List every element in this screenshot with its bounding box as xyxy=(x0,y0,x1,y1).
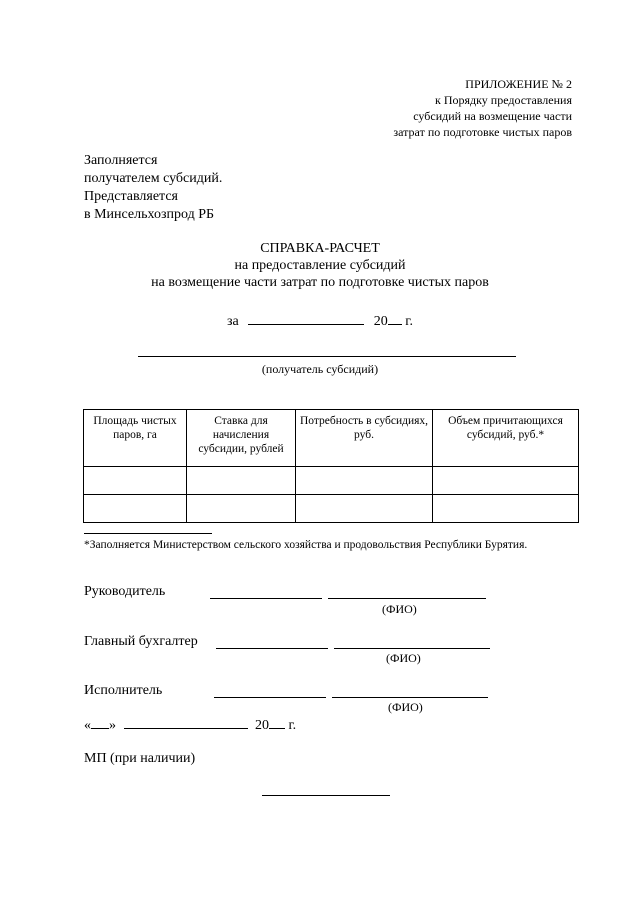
stamp-signature-blank[interactable] xyxy=(262,795,390,796)
table-cell[interactable] xyxy=(187,495,296,523)
table-cell[interactable] xyxy=(433,495,579,523)
appendix-header xyxy=(393,76,572,140)
period-year-suffix: г. xyxy=(405,314,413,329)
calculation-table xyxy=(83,409,579,523)
title-main: СПРАВКА-РАСЧЕТ xyxy=(260,241,380,256)
period-blank[interactable] xyxy=(248,312,364,325)
period-year-blank[interactable] xyxy=(388,312,402,325)
recipient-caption: (получатель субсидий) xyxy=(261,362,379,376)
filled-by-line-3: Представляется xyxy=(84,189,178,204)
appendix-ref-2: субсидий на возмещение части xyxy=(413,109,572,123)
footnote: *Заполняется Министерством сельского хозяйства и продовольствия Республики Бурятия. xyxy=(84,539,528,551)
title-sub-2: на возмещение части затрат по подготовке чистых паров xyxy=(151,275,489,290)
table-cell[interactable] xyxy=(296,495,433,523)
recipient-blank[interactable] xyxy=(138,356,516,357)
table-row xyxy=(84,495,579,523)
filled-by-line-1: Заполняется xyxy=(84,153,158,168)
chief-accountant-label: Главный бухгалтер xyxy=(84,634,198,649)
table-header-row xyxy=(84,410,579,467)
head-signature-blank[interactable] xyxy=(210,598,322,599)
head-fio-blank[interactable] xyxy=(328,598,486,599)
col-rate: Ставка для начисления субсидии, рублей xyxy=(187,410,296,467)
date-line xyxy=(84,716,296,734)
date-year-blank[interactable] xyxy=(269,716,285,729)
month-blank[interactable] xyxy=(124,716,248,729)
title-sub-1: на предоставление субсидий xyxy=(234,258,406,273)
period-line xyxy=(0,312,640,330)
table-cell[interactable] xyxy=(296,467,433,495)
date-year-prefix: 20 xyxy=(255,718,269,733)
date-close-quote: » xyxy=(109,718,116,733)
period-prefix: за xyxy=(227,314,239,329)
head-label: Руководитель xyxy=(84,584,166,599)
col-volume: Объем причитающихся субсидий, руб.* xyxy=(433,410,579,467)
col-area: Площадь чистых паров, га xyxy=(84,410,187,467)
table-cell[interactable] xyxy=(433,467,579,495)
document-title xyxy=(0,240,640,291)
table-cell[interactable] xyxy=(187,467,296,495)
day-blank[interactable] xyxy=(91,716,109,729)
filled-by-line-4: в Минсельхозпрод РБ xyxy=(84,207,215,222)
appendix-number: ПРИЛОЖЕНИЕ № 2 xyxy=(465,77,572,91)
table-cell[interactable] xyxy=(84,467,187,495)
executor-label: Исполнитель xyxy=(84,683,163,698)
accountant-fio-caption: (ФИО) xyxy=(386,651,421,665)
executor-signature-blank[interactable] xyxy=(214,697,326,698)
appendix-ref-3: затрат по подготовке чистых паров xyxy=(393,125,572,139)
filled-by-note xyxy=(84,152,222,224)
period-year-prefix: 20 xyxy=(373,314,388,329)
table-cell[interactable] xyxy=(84,495,187,523)
appendix-ref-1: к Порядку предоставления xyxy=(434,93,572,107)
table-row xyxy=(84,467,579,495)
date-year-suffix: г. xyxy=(288,718,297,733)
stamp-place: МП (при наличии) xyxy=(84,751,196,766)
filled-by-line-2: получателем субсидий. xyxy=(84,171,223,186)
date-open-quote: « xyxy=(84,718,91,733)
executor-fio-blank[interactable] xyxy=(332,697,488,698)
accountant-fio-blank[interactable] xyxy=(334,648,490,649)
executor-fio-caption: (ФИО) xyxy=(388,700,423,714)
footnote-divider xyxy=(84,533,212,534)
col-need: Потребность в субсидиях, руб. xyxy=(296,410,433,467)
accountant-signature-blank[interactable] xyxy=(216,648,328,649)
head-fio-caption: (ФИО) xyxy=(382,602,417,616)
